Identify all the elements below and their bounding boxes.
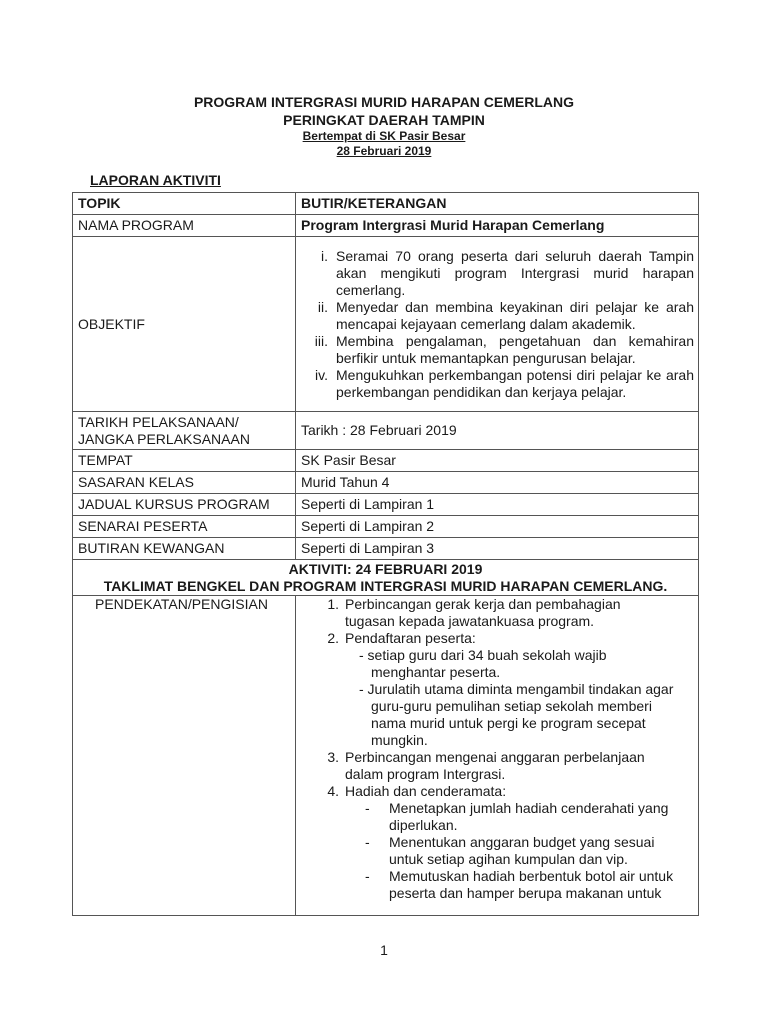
sub-item-line: untuk setiap agihan kumpulan dan vip. [389, 851, 628, 867]
list-number: 4. [327, 783, 339, 799]
list-text: Menyedar dan membina keyakinan diri pelajar ke arah mencapai kejayaan cemerlang dalam akademik. [336, 298, 694, 332]
sub-item-line: diperlukan. [389, 817, 458, 833]
list-number: iii. [314, 332, 328, 349]
table-row [73, 215, 699, 237]
list-item [296, 299, 698, 333]
row-label: NAMA PROGRAM [73, 215, 296, 237]
venue-line: Bertempat di SK Pasir Besar [302, 129, 466, 143]
sub-item-line: Menentukan anggaran budget yang sesuai [389, 834, 655, 850]
row-label: SASARAN KELAS [73, 472, 296, 494]
sub-item-line: - Jurulatih utama diminta mengambil tindakan agar [359, 681, 674, 697]
header-cell-butir: BUTIR/KETERANGAN [296, 193, 699, 215]
row-value: Seperti di Lampiran 2 [296, 516, 699, 538]
row-value: Seperti di Lampiran 1 [296, 494, 699, 516]
list-text: Mengukuhkan perkembangan potensi diri pelajar ke arah perkembangan pendidikan dan kerjaya pelajar. [336, 366, 694, 400]
pendekatan-list [296, 596, 698, 902]
list-item [319, 630, 698, 647]
pendekatan-cell [296, 596, 699, 916]
row-label: BUTIRAN KEWANGAN [73, 538, 296, 560]
aktiviti-title: TAKLIMAT BENGKEL DAN PROGRAM INTERGRASI MURID HARAPAN CEMERLANG. [103, 577, 668, 594]
date-line: 28 Februari 2019 [336, 144, 432, 158]
list-item [319, 749, 698, 783]
list-number: 1. [327, 596, 339, 612]
list-text: Pendaftaran peserta: [345, 630, 476, 646]
list-text [345, 596, 698, 630]
row-value: SK Pasir Besar [296, 450, 699, 472]
sub-item-text [389, 834, 698, 868]
dash-bullet: - [365, 800, 370, 816]
row-label: JADUAL KURSUS PROGRAM [73, 494, 296, 516]
row-label: OBJEKTIF [73, 237, 296, 412]
list-item [319, 783, 698, 800]
row-label-line: JANGKA PERLAKSANAAN [78, 430, 250, 447]
row-label: SENARAI PESERTA [73, 516, 296, 538]
sub-item-line: mungkin. [371, 732, 428, 748]
dash-bullet: - [365, 834, 370, 850]
list-item [296, 333, 698, 367]
objektif-list [296, 248, 698, 401]
row-label [73, 412, 296, 450]
sub-item-text [389, 800, 698, 834]
list-text: Membina pengalaman, pengetahuan dan kemahiran berfikir untuk memantapkan pengurusan belajar. [336, 332, 694, 366]
list-text: Hadiah dan cenderamata: [345, 783, 507, 799]
table-row [73, 516, 699, 538]
list-text [345, 749, 698, 783]
sub-item-line: Menetapkan jumlah hadiah cenderahati yang [389, 800, 669, 816]
report-table [72, 192, 699, 916]
list-number: ii. [317, 298, 328, 315]
sub-item [319, 868, 698, 902]
document-subtitle: PERINGKAT DAERAH TAMPIN [283, 112, 485, 128]
table-row [73, 412, 699, 450]
list-text: Seramai 70 orang peserta dari seluruh daerah Tampin akan mengikuti program Intergrasi murid harapan cemerlang. [336, 247, 694, 298]
list-item [296, 367, 698, 401]
list-text-line: tugasan kepada jawatankuasa program. [345, 613, 595, 629]
list-item [296, 248, 698, 299]
table-row [73, 596, 699, 916]
page-number: 1 [380, 942, 388, 958]
row-value: Murid Tahun 4 [296, 472, 699, 494]
sub-item [319, 681, 698, 749]
row-label: PENDEKATAN/PENGISIAN [73, 596, 296, 916]
list-item [319, 596, 698, 630]
row-label-line: TARIKH PELAKSANAAN/ [78, 413, 239, 430]
aktiviti-heading [73, 560, 699, 596]
row-value: Tarikh : 28 Februari 2019 [296, 412, 699, 450]
sub-item-line: guru-guru pemulihan setiap sekolah memberi [371, 698, 652, 714]
table-row [73, 538, 699, 560]
list-number: iv. [315, 366, 328, 383]
document-title: PROGRAM INTERGRASI MURID HARAPAN CEMERLANG [193, 94, 575, 110]
header-cell-topik: TOPIK [73, 193, 296, 215]
sub-item [319, 800, 698, 834]
list-number: 3. [327, 749, 339, 765]
list-number: 2. [327, 630, 339, 646]
table-row [73, 450, 699, 472]
list-text-line: Perbincangan mengenai anggaran perbelanjaan [345, 749, 645, 765]
section-heading: LAPORAN AKTIVITI [90, 172, 221, 188]
sub-item-line: menghantar peserta. [371, 664, 501, 680]
sub-item [319, 647, 698, 681]
sub-item-line: - setiap guru dari 34 buah sekolah wajib [359, 647, 607, 663]
objektif-cell [296, 237, 699, 412]
dash-bullet: - [365, 868, 370, 884]
aktiviti-date: AKTIVITI: 24 FEBRUARI 2019 [288, 560, 483, 577]
table-row [73, 494, 699, 516]
aktiviti-row [73, 560, 699, 596]
sub-item [319, 834, 698, 868]
sub-item-text [389, 868, 698, 902]
sub-item-line: Memutuskan hadiah berbentuk botol air untuk [389, 868, 674, 884]
sub-item-line: nama murid untuk pergi ke program secepat [371, 715, 646, 731]
row-value: Seperti di Lampiran 3 [296, 538, 699, 560]
sub-item-line: peserta dan hamper berupa makanan untuk [389, 885, 662, 901]
program-name-value: Program Intergrasi Murid Harapan Cemerlang [296, 215, 699, 237]
table-header-row [73, 193, 699, 215]
list-text-line: Perbincangan gerak kerja dan pembahagian [345, 596, 621, 612]
list-text-line: dalam program Intergrasi. [345, 766, 506, 782]
row-label: TEMPAT [73, 450, 296, 472]
list-number: i. [321, 247, 328, 264]
table-row [73, 237, 699, 412]
table-row [73, 472, 699, 494]
